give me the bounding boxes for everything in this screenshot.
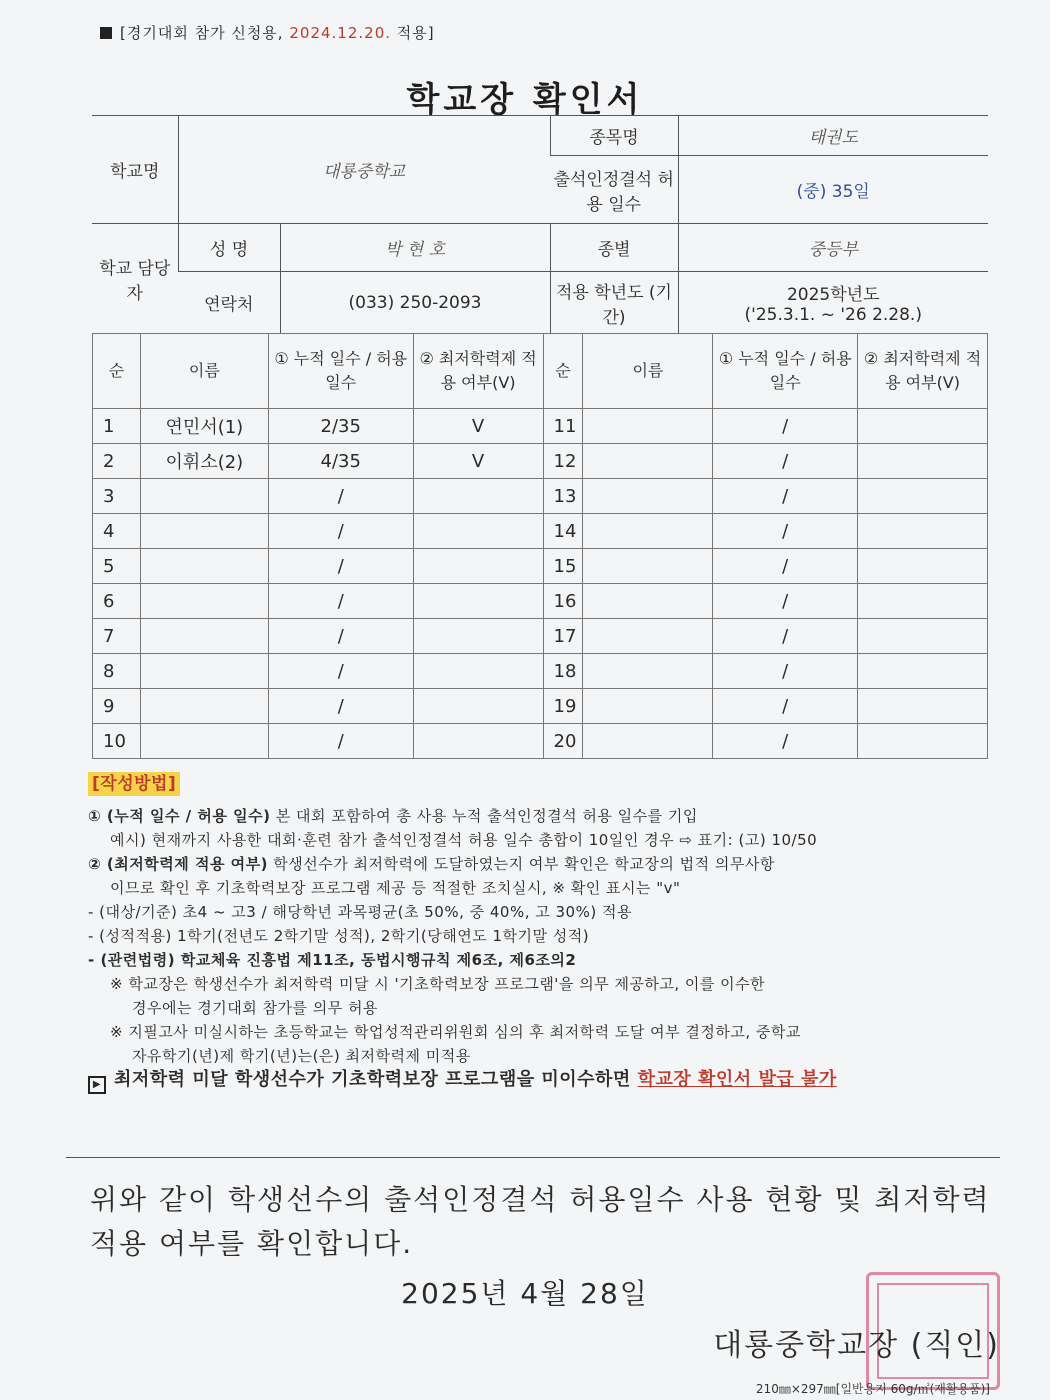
cell-name — [140, 584, 268, 619]
note-exam-2: 자유학기(년)제 학기(년)는(은) 최저학력제 미적용 — [132, 1047, 471, 1065]
table-row — [93, 479, 988, 514]
instructions — [88, 772, 998, 1094]
cell-no: 1 — [93, 409, 141, 444]
table-header-row — [93, 334, 988, 409]
cell-days: / — [713, 654, 858, 689]
cell-name — [140, 514, 268, 549]
cell-days: / — [713, 549, 858, 584]
cell-no: 8 — [93, 654, 141, 689]
note-2: ② (최저학력제 적용 여부) 학생선수가 최저학력에 도달하였는지 여부 확인은 학교장의 법적 의무사항 — [88, 855, 775, 873]
cell-no: 14 — [543, 514, 583, 549]
table-row — [93, 619, 988, 654]
cell-no: 11 — [543, 409, 583, 444]
cell-days: / — [713, 724, 858, 759]
cell-days: / — [268, 689, 413, 724]
cell-days: / — [713, 409, 858, 444]
cell-days: / — [713, 584, 858, 619]
cell-mark — [413, 654, 543, 689]
divider — [66, 1157, 1000, 1158]
col-days: ① 누적 일수 / 허용 일수 — [268, 334, 413, 409]
note-program: ※ 학교장은 학생선수가 최저학력 미달 시 '기초학력보장 프로그램'을 의무 제공하고, 이를 이수한 — [110, 975, 766, 993]
cell-no: 17 — [543, 619, 583, 654]
cell-no: 16 — [543, 584, 583, 619]
note-1: ① (누적 일수 / 허용 일수) 본 대회 포함하여 총 사용 누적 출석인정결석 허용 일수를 기입 — [88, 807, 698, 825]
col-name: 이름 — [140, 334, 268, 409]
cell-name — [140, 724, 268, 759]
cell-name — [583, 514, 713, 549]
cell-days: 4/35 — [268, 444, 413, 479]
table-row — [93, 689, 988, 724]
cell-name — [140, 689, 268, 724]
cell-name — [583, 444, 713, 479]
cell-mark — [858, 479, 988, 514]
cell-mark — [858, 549, 988, 584]
cell-no: 6 — [93, 584, 141, 619]
table-row — [93, 514, 988, 549]
cell-mark — [858, 689, 988, 724]
school-label: 학교명 — [92, 116, 178, 224]
note-program-2: 경우에는 경기대회 참가를 의무 허용 — [132, 999, 378, 1017]
cell-days: / — [713, 619, 858, 654]
year-label: 적용 학년도 (기간) — [550, 272, 678, 334]
cell-name — [583, 549, 713, 584]
cell-name — [583, 409, 713, 444]
cell-days: / — [713, 444, 858, 479]
cell-name — [583, 619, 713, 654]
note-target: - (대상/기준) 초4 ~ 고3 / 해당학년 과목평균(초 50%, 중 40%, 고 30%) 적용 — [88, 903, 632, 921]
cell-days: / — [268, 619, 413, 654]
col-no: 순 — [543, 334, 583, 409]
table-row — [93, 549, 988, 584]
note-1-example: 예시) 현재까지 사용한 대회·훈련 참가 출석인정결석 허용 일수 총합이 10일인 경우 ⇨ 표기: (고) 10/50 — [110, 831, 818, 849]
year-cell — [678, 272, 988, 334]
cell-days: / — [268, 654, 413, 689]
arrow-box-icon: ▶ — [88, 1076, 106, 1094]
col-min: ② 최저학력제 적용 여부(V) — [413, 334, 543, 409]
cell-days: / — [713, 514, 858, 549]
cell-days: 2/35 — [268, 409, 413, 444]
teacher-label: 학교 담당자 — [92, 224, 178, 334]
cell-mark — [858, 584, 988, 619]
cell-days: / — [713, 479, 858, 514]
division-label: 종별 — [550, 224, 678, 272]
col-name: 이름 — [583, 334, 713, 409]
cell-name — [140, 479, 268, 514]
cell-name — [140, 619, 268, 654]
signature: 대룡중학교장 (직인) — [713, 1328, 1000, 1363]
note-2-detail: 이므로 확인 후 기초학력보장 프로그램 제공 등 적절한 조치실시, ※ 확인 표시는 "v" — [110, 879, 681, 897]
cell-no: 3 — [93, 479, 141, 514]
cell-no: 2 — [93, 444, 141, 479]
square-bullet-icon — [100, 27, 112, 39]
cell-name — [583, 584, 713, 619]
cell-days: / — [268, 479, 413, 514]
cell-no: 12 — [543, 444, 583, 479]
info-table — [92, 115, 988, 334]
cell-mark — [413, 689, 543, 724]
cell-mark — [413, 584, 543, 619]
cell-name: 이휘소(2) — [140, 444, 268, 479]
issue-date: 2025년 4월 28일 — [401, 1277, 649, 1310]
cell-no: 18 — [543, 654, 583, 689]
cell-mark — [858, 654, 988, 689]
cell-days: / — [713, 689, 858, 724]
division-value: 중등부 — [678, 224, 988, 272]
name-label: 성 명 — [178, 224, 280, 272]
cell-mark: V — [413, 444, 543, 479]
cell-mark — [413, 549, 543, 584]
cell-mark — [413, 479, 543, 514]
table-row — [93, 654, 988, 689]
cell-mark — [858, 514, 988, 549]
col-min: ② 최저학력제 적용 여부(V) — [858, 334, 988, 409]
table-body — [93, 409, 988, 759]
instructions-heading: [작성방법] — [88, 772, 180, 796]
cell-mark — [413, 724, 543, 759]
cell-days: / — [268, 514, 413, 549]
cell-days: / — [268, 549, 413, 584]
paper-spec: 210㎜×297㎜[일반용지 60g/㎡(재활용품)] — [755, 1382, 990, 1396]
sport-label: 종목명 — [550, 116, 678, 156]
table-row — [93, 444, 988, 479]
cell-mark — [858, 619, 988, 654]
form-note: [경기대회 참가 신청용, 2024.12.20. 적용] — [100, 22, 435, 43]
cell-mark — [858, 409, 988, 444]
cell-no: 13 — [543, 479, 583, 514]
year-range: ('25.3.1. ~ '26 2.28.) — [744, 305, 922, 325]
cell-no: 5 — [93, 549, 141, 584]
cell-name — [140, 654, 268, 689]
table-row — [93, 724, 988, 759]
allowed-label: 출석인정결석 허용 일수 — [550, 156, 678, 224]
warning-highlight: 학교장 확인서 발급 불가 — [637, 1069, 837, 1090]
name-value: 박 현 호 — [280, 224, 550, 272]
sport-value: 태권도 — [678, 116, 988, 156]
cell-name — [583, 479, 713, 514]
col-days: ① 누적 일수 / 허용 일수 — [713, 334, 858, 409]
note-exam: ※ 지필고사 미실시하는 초등학교는 학업성적관리위원회 심의 후 최저학력 도달 여부 결정하고, 중학교 — [110, 1023, 801, 1041]
cell-days: / — [268, 724, 413, 759]
cell-no: 15 — [543, 549, 583, 584]
allowed-value: (중) 35일 — [678, 156, 988, 224]
year-value: 2025학년도 — [786, 285, 880, 305]
cell-mark — [413, 514, 543, 549]
cell-no: 7 — [93, 619, 141, 654]
athlete-table — [92, 333, 988, 759]
col-no: 순 — [93, 334, 141, 409]
table-row — [93, 409, 988, 444]
cell-name — [140, 549, 268, 584]
cell-name — [583, 654, 713, 689]
contact-value: (033) 250-2093 — [280, 272, 550, 334]
cell-no: 9 — [93, 689, 141, 724]
cell-no: 4 — [93, 514, 141, 549]
school-value: 대룡중학교 — [178, 116, 550, 224]
cell-no: 10 — [93, 724, 141, 759]
cell-mark — [858, 444, 988, 479]
cell-days: / — [268, 584, 413, 619]
table-row — [93, 584, 988, 619]
cell-name — [583, 689, 713, 724]
contact-label: 연락처 — [178, 272, 280, 334]
note-grades: - (성적적용) 1학기(전년도 2학기말 성적), 2학기(당해연도 1학기말 성적) — [88, 927, 590, 945]
note-date: 2024.12.20. — [289, 24, 392, 42]
cell-mark: V — [413, 409, 543, 444]
note-law: - (관련법령) 학교체육 진흥법 제11조, 동법시행규칙 제6조, 제6조의2 — [88, 951, 577, 969]
cell-no: 19 — [543, 689, 583, 724]
warning-line: ▶ 최저학력 미달 학생선수가 기초학력보장 프로그램을 미이수하면 학교장 확인서 발급 불가 — [88, 1068, 998, 1094]
cell-mark — [413, 619, 543, 654]
cell-mark — [858, 724, 988, 759]
cell-name: 연민서(1) — [140, 409, 268, 444]
cell-no: 20 — [543, 724, 583, 759]
cell-name — [583, 724, 713, 759]
confirmation-text: 위와 같이 학생선수의 출석인정결석 허용일수 사용 현황 및 최저학력 적용 여부를 확인합니다. — [90, 1183, 991, 1260]
page-title: 학교장 확인서 — [406, 80, 644, 120]
